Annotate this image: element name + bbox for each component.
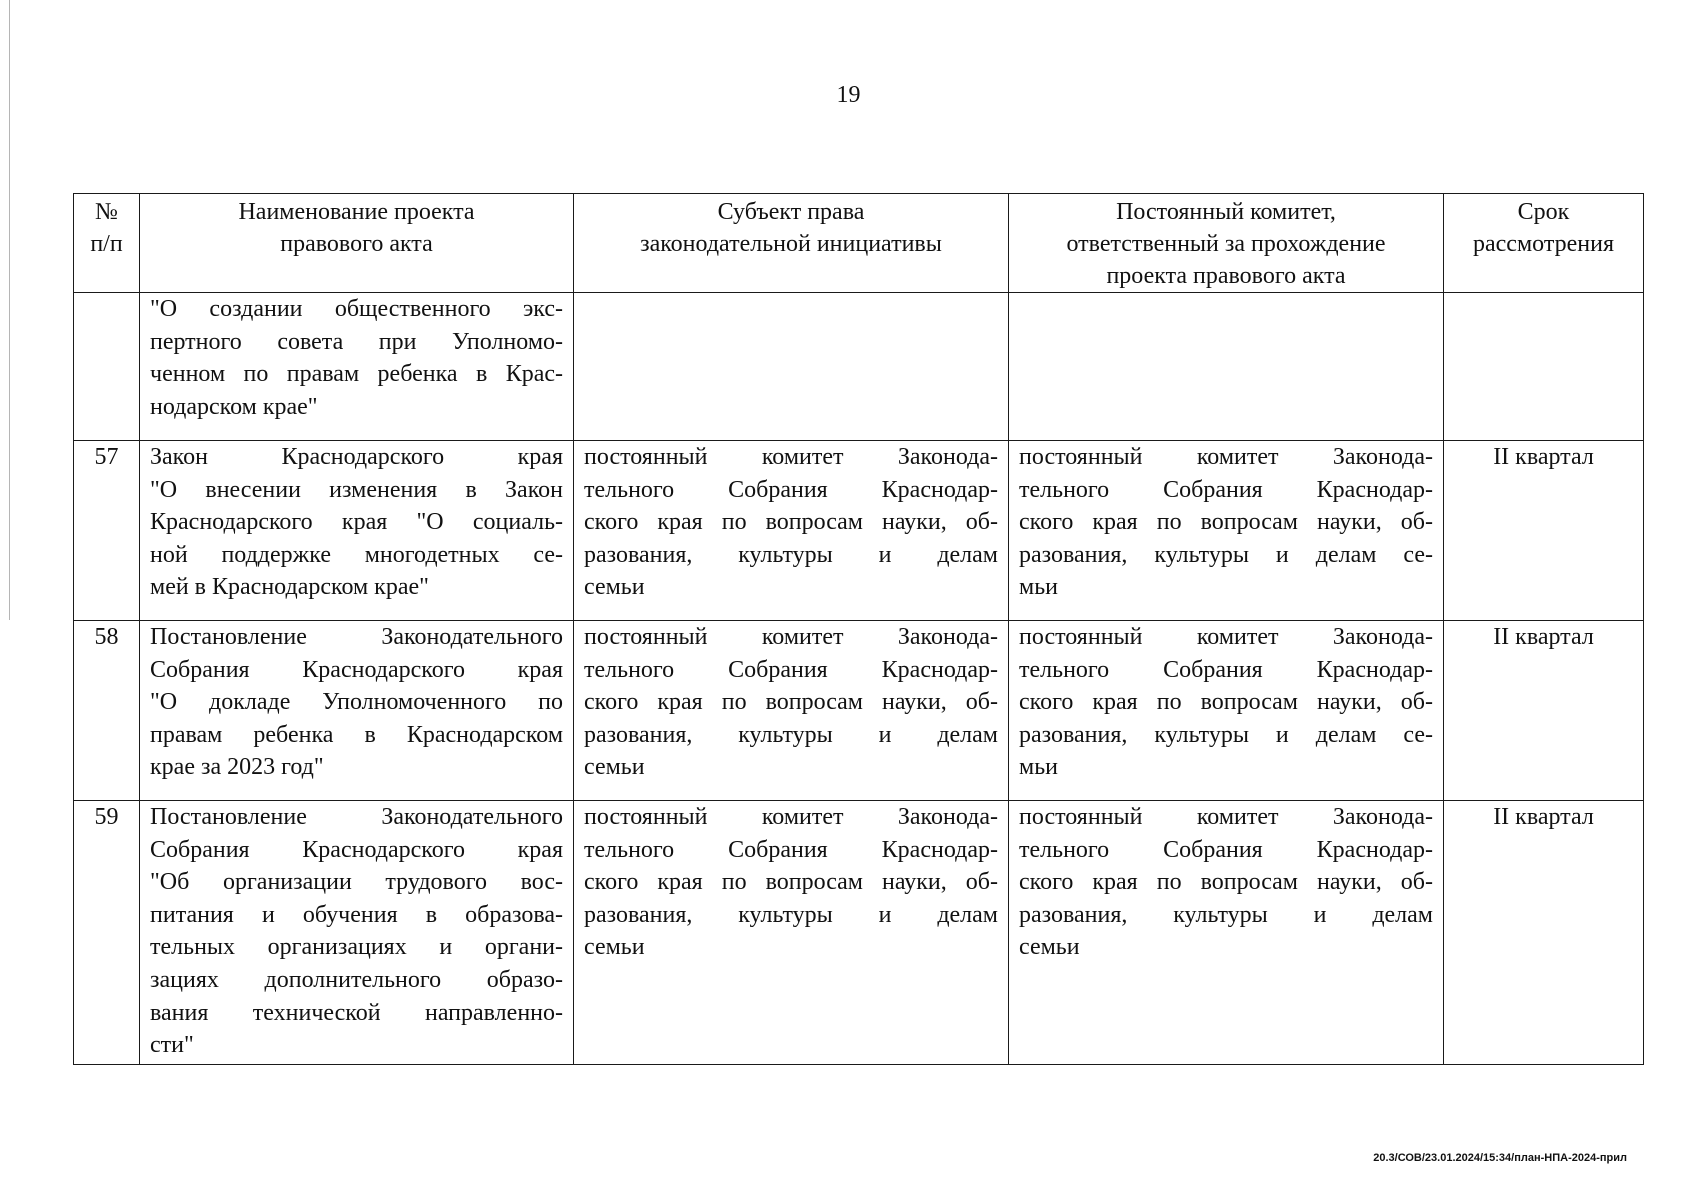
- row-name-line: Постановление Законодательного: [150, 804, 563, 830]
- table-row: [74, 621, 1644, 801]
- row-committee-line: разования, культуры и делам се-: [1019, 721, 1433, 748]
- row-name-line: "О создании общественного экс-: [150, 296, 563, 322]
- header-num: [74, 194, 140, 293]
- header-committee-line: Постоянный комитет,: [1116, 199, 1336, 225]
- row-name-line: зациях дополнительного образо-: [150, 966, 563, 993]
- row-name: [140, 621, 574, 801]
- row-subject-line: семьи: [584, 574, 645, 601]
- row-subject-line: ского края по вопросам науки, об-: [584, 689, 998, 716]
- row-name-line: Краснодарского края "О социаль-: [150, 509, 563, 536]
- row-name-line: "Об организации трудового вос-: [150, 869, 563, 896]
- header-subject: [574, 194, 1009, 293]
- row-num: [74, 293, 140, 441]
- row-committee-line: постоянный комитет Законода-: [1019, 444, 1433, 470]
- row-subject: [574, 801, 1009, 1065]
- row-subject-line: постоянный комитет Законода-: [584, 804, 998, 830]
- table-row: [74, 801, 1644, 1065]
- row-committee-line: семьи: [1019, 934, 1080, 961]
- header-committee: [1009, 194, 1444, 293]
- row-term: [1444, 293, 1644, 441]
- row-subject-line: разования, культуры и делам: [584, 901, 998, 928]
- row-name-line: "О докладе Уполномоченного по: [150, 689, 563, 716]
- row-committee-line: разования, культуры и делам се-: [1019, 541, 1433, 568]
- row-name-line: питания и обучения в образова-: [150, 901, 563, 928]
- row-committee-line: ского края по вопросам науки, об-: [1019, 689, 1433, 716]
- row-committee-line: ского края по вопросам науки, об-: [1019, 509, 1433, 536]
- row-name-line: Постановление Законодательного: [150, 624, 563, 650]
- row-committee: [1009, 441, 1444, 621]
- row-subject: [574, 621, 1009, 801]
- row-subject: [574, 293, 1009, 441]
- row-subject-line: разования, культуры и делам: [584, 721, 998, 748]
- row-term: II квартал: [1444, 621, 1644, 801]
- header-subject-line: Субъект права: [717, 199, 865, 225]
- row-subject-line: семьи: [584, 754, 645, 781]
- row-name-line: пертного совета при Уполномо-: [150, 328, 563, 355]
- header-term-line: Срок: [1517, 199, 1570, 225]
- row-subject-line: постоянный комитет Законода-: [584, 624, 998, 650]
- row-committee: [1009, 293, 1444, 441]
- row-committee: [1009, 801, 1444, 1065]
- row-subject-line: семьи: [584, 934, 645, 961]
- row-committee-line: разования, культуры и делам: [1019, 901, 1433, 928]
- row-name-line: правам ребенка в Краснодарском: [150, 721, 563, 748]
- table-row: [74, 293, 1644, 441]
- row-committee-line: тельного Собрания Краснодар-: [1019, 656, 1433, 683]
- row-committee-line: тельного Собрания Краснодар-: [1019, 836, 1433, 863]
- row-num: 59: [74, 801, 140, 1065]
- row-term: II квартал: [1444, 801, 1644, 1065]
- row-subject: [574, 441, 1009, 621]
- legislative-plan-table: [73, 193, 1644, 1065]
- row-name-line: Собрания Краснодарского края: [150, 656, 563, 683]
- header-term-line: рассмотрения: [1473, 231, 1614, 257]
- row-subject-line: постоянный комитет Законода-: [584, 444, 998, 470]
- row-name-line: Закон Краснодарского края: [150, 444, 563, 470]
- row-num: 58: [74, 621, 140, 801]
- header-row: [74, 194, 1644, 293]
- header-committee-line: проекта правового акта: [1106, 263, 1346, 289]
- row-committee-line: ского края по вопросам науки, об-: [1019, 869, 1433, 896]
- row-num: 57: [74, 441, 140, 621]
- row-committee-line: тельного Собрания Краснодар-: [1019, 476, 1433, 503]
- header-committee-line: ответственный за прохождение: [1066, 231, 1386, 257]
- header-name: [140, 194, 574, 293]
- table-row: [74, 441, 1644, 621]
- row-committee-line: постоянный комитет Законода-: [1019, 804, 1433, 830]
- row-name-line: Собрания Краснодарского края: [150, 836, 563, 863]
- header-subject-line: законодательной инициативы: [640, 231, 942, 257]
- row-name-line: мей в Краснодарском крае": [150, 574, 429, 601]
- header-num-line: п/п: [90, 231, 123, 257]
- row-subject-line: разования, культуры и делам: [584, 541, 998, 568]
- row-name-line: крае за 2023 год": [150, 754, 324, 781]
- row-name-line: вания технической направленно-: [150, 999, 563, 1026]
- row-subject-line: тельного Собрания Краснодар-: [584, 476, 998, 503]
- row-name: [140, 441, 574, 621]
- header-term: [1444, 194, 1644, 293]
- row-name-line: "О внесении изменения в Закон: [150, 476, 563, 503]
- row-name-line: сти": [150, 1032, 194, 1059]
- row-committee-line: мьи: [1019, 574, 1058, 601]
- header-name-line: Наименование проекта: [238, 199, 475, 225]
- row-name-line: ченном по правам ребенка в Крас-: [150, 361, 563, 388]
- document-registration-code: 20.3/СОВ/23.01.2024/15:34/план-НПА-2024-прил: [1373, 1152, 1627, 1164]
- row-name: [140, 293, 574, 441]
- row-name-line: тельных организациях и органи-: [150, 934, 563, 961]
- row-name-line: нодарском крае": [150, 393, 318, 420]
- row-committee-line: постоянный комитет Законода-: [1019, 624, 1433, 650]
- row-name: [140, 801, 574, 1065]
- page-number: 19: [836, 82, 861, 108]
- row-subject-line: ского края по вопросам науки, об-: [584, 869, 998, 896]
- header-num-line: №: [95, 199, 118, 225]
- row-subject-line: тельного Собрания Краснодар-: [584, 836, 998, 863]
- row-subject-line: ского края по вопросам науки, об-: [584, 509, 998, 536]
- row-subject-line: тельного Собрания Краснодар-: [584, 656, 998, 683]
- row-name-line: ной поддержке многодетных се-: [150, 541, 563, 568]
- row-term: II квартал: [1444, 441, 1644, 621]
- row-committee: [1009, 621, 1444, 801]
- header-name-line: правового акта: [280, 231, 433, 257]
- row-committee-line: мьи: [1019, 754, 1058, 781]
